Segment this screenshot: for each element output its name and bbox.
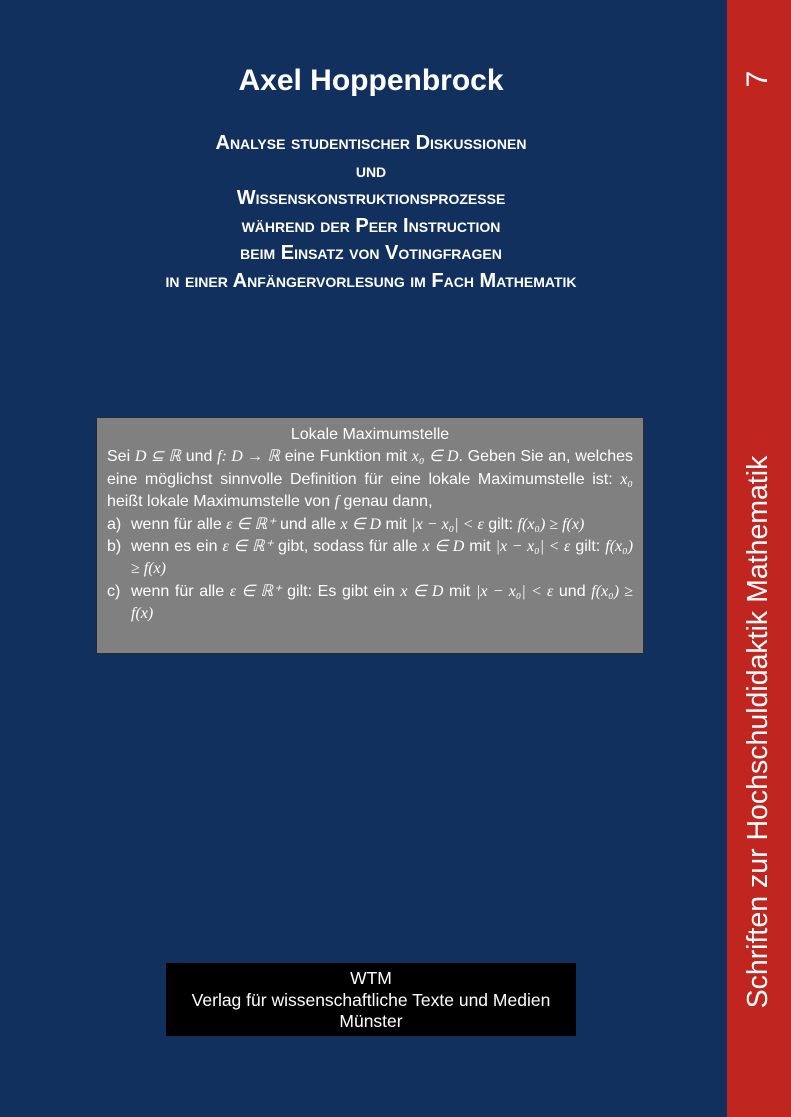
- option-math: x ∈ D: [422, 538, 465, 556]
- stem-text: heißt lokale Maximumstelle von: [107, 493, 335, 511]
- title-line: während der Peer Instruction: [241, 214, 501, 237]
- option-math: f(x₀) ≥ f(x): [517, 515, 585, 533]
- option-word: wenn für alle: [131, 515, 227, 533]
- option-math: |x − x₀| < ε: [411, 515, 484, 533]
- option-math: x ∈ D: [340, 515, 382, 533]
- option-word: gibt, sodass für alle: [273, 538, 423, 556]
- option-math: ε ∈ ℝ⁺: [222, 538, 274, 556]
- option-math: f(x₀) ≥ f(x): [131, 538, 634, 578]
- answer-option-a: [107, 514, 633, 536]
- stem-math: x₀ ∈ D: [411, 448, 459, 466]
- option-label: c): [107, 582, 121, 600]
- option-word: gilt:: [570, 538, 606, 556]
- series-title: Schriften zur Hochschuldidaktik Mathematik: [742, 455, 774, 1009]
- option-text: [131, 581, 633, 626]
- publisher-city: Münster: [339, 1011, 403, 1031]
- option-word: und alle: [275, 515, 341, 533]
- option-word: und: [553, 582, 592, 600]
- stem-math: D ⊆ ℝ: [134, 448, 182, 466]
- stem-math: f: D → ℝ: [217, 448, 280, 466]
- option-math: |x − x₀| < ε: [495, 538, 571, 556]
- answer-option-b: [107, 536, 633, 581]
- option-math: f(x₀) ≥ f(x): [131, 582, 633, 623]
- option-word: wenn es ein: [131, 538, 223, 556]
- option-word: mit: [381, 515, 412, 533]
- publisher-name: WTM: [350, 968, 392, 988]
- stem-math: f: [334, 493, 340, 511]
- publisher-full-name: Verlag für wissenschaftliche Texte und Medien: [191, 989, 551, 1010]
- title-line: und: [355, 159, 387, 182]
- book-title: [0, 130, 742, 296]
- option-text: [131, 536, 633, 581]
- stem-text: und: [181, 448, 218, 466]
- stem-text: . Geben Sie an, welches eine möglichst sinnvolle Definition für eine lokale Maximumstelle ist:: [107, 448, 634, 488]
- option-word: mit: [464, 538, 496, 556]
- option-math: ε ∈ ℝ⁺: [229, 582, 282, 600]
- option-math: ε ∈ ℝ⁺: [226, 515, 276, 533]
- stem-text: genau dann,: [339, 493, 433, 511]
- stem-text: eine Funktion mit: [279, 448, 412, 466]
- stem-math: x₀: [620, 470, 633, 488]
- title-line: beim Einsatz von Votingfragen: [240, 242, 502, 265]
- option-label: a): [107, 515, 122, 533]
- author-name: Axel Hoppenbrock: [238, 64, 504, 97]
- option-text: [131, 514, 633, 536]
- title-line: in einer Anfängervorlesung im Fach Mathematik: [165, 269, 577, 292]
- option-label: b): [107, 538, 122, 556]
- question-heading: Lokale Maximumstelle: [290, 426, 450, 443]
- option-word: gilt: Es gibt ein: [281, 582, 401, 600]
- answer-option-c: [107, 581, 633, 626]
- option-math: |x − x₀| < ε: [476, 582, 554, 600]
- option-word: wenn für alle: [131, 582, 230, 600]
- question-stem: [107, 446, 633, 513]
- voting-question-box: [96, 417, 644, 654]
- title-line: Analyse studentischer Diskussionen: [215, 132, 527, 154]
- option-word: gilt:: [483, 515, 518, 533]
- title-line: Wissenskonstruktionsprozesse: [236, 187, 506, 210]
- volume-number: 7: [741, 70, 774, 88]
- option-math: x ∈ D: [400, 582, 444, 600]
- option-word: mit: [443, 582, 477, 600]
- publisher-box: [166, 963, 576, 1036]
- stem-text: Sei: [107, 448, 135, 466]
